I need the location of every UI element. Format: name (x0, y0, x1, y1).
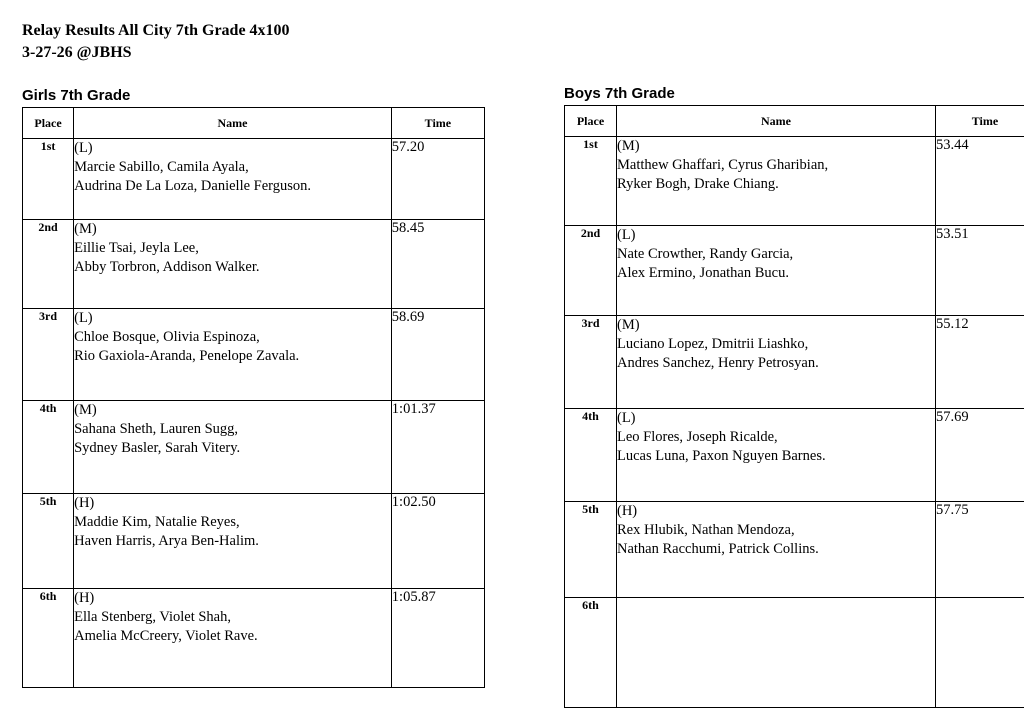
name-cell (74, 401, 392, 494)
time-cell: 58.69 (391, 309, 484, 401)
team-code: (H) (74, 589, 391, 608)
team-code: (L) (74, 139, 391, 158)
runner-names-line-2: Abby Torbron, Addison Walker. (74, 258, 391, 277)
runner-names-line-2: Alex Ermino, Jonathan Bucu. (617, 264, 935, 283)
place-cell: 6th (23, 589, 74, 688)
team-code: (M) (74, 220, 391, 239)
table-row (565, 598, 1024, 708)
runner-names-line-1: Rex Hlubik, Nathan Mendoza, (617, 521, 935, 540)
title-line-2: 3-27-26 @JBHS (22, 42, 290, 64)
table-row (23, 220, 485, 309)
table-header-row (565, 106, 1024, 137)
team-code: (H) (74, 494, 391, 513)
team-code: (M) (617, 137, 935, 156)
team-code: (M) (617, 316, 935, 335)
name-cell (74, 589, 392, 688)
runner-names-line-2: Ryker Bogh, Drake Chiang. (617, 175, 935, 194)
table-row (23, 401, 485, 494)
time-cell: 58.45 (391, 220, 484, 309)
runner-names-line-2: Amelia McCreery, Violet Rave. (74, 627, 391, 646)
runner-names-line-1: Sahana Sheth, Lauren Sugg, (74, 420, 391, 439)
team-code: (L) (74, 309, 391, 328)
place-cell: 4th (23, 401, 74, 494)
time-cell: 1:05.87 (391, 589, 484, 688)
place-cell: 2nd (23, 220, 74, 309)
runner-names-line-2: Sydney Basler, Sarah Vitery. (74, 439, 391, 458)
runner-names-line-2: Lucas Luna, Paxon Nguyen Barnes. (617, 447, 935, 466)
place-cell: 6th (565, 598, 617, 708)
name-cell (74, 139, 392, 220)
table-row (23, 494, 485, 589)
runner-names-line-1: Eillie Tsai, Jeyla Lee, (74, 239, 391, 258)
runner-names-line-1: Leo Flores, Joseph Ricalde, (617, 428, 935, 447)
team-code: (H) (617, 502, 935, 521)
table-row (565, 137, 1024, 226)
place-cell: 1st (565, 137, 617, 226)
table-row (23, 589, 485, 688)
time-cell: 55.12 (936, 316, 1024, 409)
runner-names-line-1: Matthew Ghaffari, Cyrus Gharibian, (617, 156, 935, 175)
name-cell (74, 309, 392, 401)
place-cell: 5th (23, 494, 74, 589)
team-code: (L) (617, 226, 935, 245)
runner-names-line-1: Ella Stenberg, Violet Shah, (74, 608, 391, 627)
document-title (22, 20, 290, 64)
name-header: Name (74, 108, 392, 139)
girls-results-table (22, 107, 485, 688)
place-cell: 3rd (565, 316, 617, 409)
time-cell: 57.75 (936, 502, 1024, 598)
name-cell (617, 409, 936, 502)
place-header: Place (565, 106, 617, 137)
table-row (565, 316, 1024, 409)
time-header: Time (391, 108, 484, 139)
place-cell: 1st (23, 139, 74, 220)
runner-names-line-1: Luciano Lopez, Dmitrii Liashko, (617, 335, 935, 354)
name-cell (617, 502, 936, 598)
boys-results-table (564, 105, 1024, 708)
time-header: Time (936, 106, 1024, 137)
runner-names-line-1: Chloe Bosque, Olivia Espinoza, (74, 328, 391, 347)
time-cell: 1:02.50 (391, 494, 484, 589)
time-cell (936, 598, 1024, 708)
table-row (23, 139, 485, 220)
place-cell: 3rd (23, 309, 74, 401)
time-cell: 1:01.37 (391, 401, 484, 494)
name-cell (617, 137, 936, 226)
name-cell (74, 494, 392, 589)
table-row (23, 309, 485, 401)
girls-section-heading: Girls 7th Grade (22, 87, 130, 105)
team-code: (L) (617, 409, 935, 428)
runner-names-line-1: Nate Crowther, Randy Garcia, (617, 245, 935, 264)
table-header-row (23, 108, 485, 139)
team-code: (M) (74, 401, 391, 420)
runner-names-line-1: Maddie Kim, Natalie Reyes, (74, 513, 391, 532)
table-row (565, 502, 1024, 598)
time-cell: 57.20 (391, 139, 484, 220)
runner-names-line-2: Andres Sanchez, Henry Petrosyan. (617, 354, 935, 373)
title-line-1: Relay Results All City 7th Grade 4x100 (22, 20, 290, 42)
time-cell: 57.69 (936, 409, 1024, 502)
time-cell: 53.51 (936, 226, 1024, 316)
runner-names-line-2: Audrina De La Loza, Danielle Ferguson. (74, 177, 391, 196)
name-cell (617, 598, 936, 708)
runner-names-line-2: Rio Gaxiola-Aranda, Penelope Zavala. (74, 347, 391, 366)
place-cell: 4th (565, 409, 617, 502)
table-row (565, 409, 1024, 502)
time-cell: 53.44 (936, 137, 1024, 226)
runner-names-line-2: Haven Harris, Arya Ben-Halim. (74, 532, 391, 551)
name-cell (74, 220, 392, 309)
place-cell: 2nd (565, 226, 617, 316)
place-header: Place (23, 108, 74, 139)
name-cell (617, 316, 936, 409)
runner-names-line-2: Nathan Racchumi, Patrick Collins. (617, 540, 935, 559)
name-cell (617, 226, 936, 316)
runner-names-line-1: Marcie Sabillo, Camila Ayala, (74, 158, 391, 177)
name-header: Name (617, 106, 936, 137)
boys-section-heading: Boys 7th Grade (564, 85, 675, 103)
place-cell: 5th (565, 502, 617, 598)
table-row (565, 226, 1024, 316)
